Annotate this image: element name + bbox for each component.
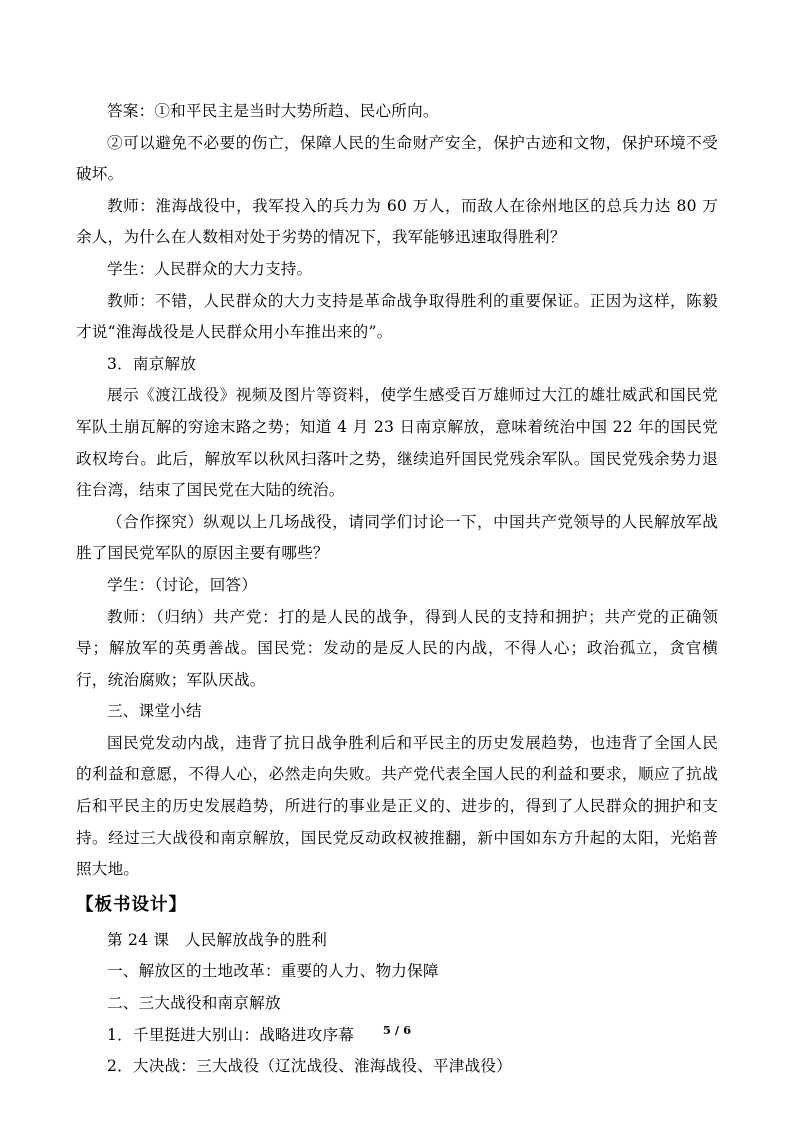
student-discussion-paragraph: 学生：（讨论，回答） [107,575,258,594]
board-line-2: 二、三大战役和南京解放 [107,994,281,1013]
board-line-1: 一、解放区的土地改革：重要的人力、物力保障 [107,962,439,981]
teacher-comment-paragraph: 教师：不错，人民群众的大力支持是革命战争取得胜利的重要保证。正因为这样，陈毅才说“淮海战役是人民群众用小车推出来的”。 [76,291,718,342]
board-line-4: 2．大决战：三大战役（辽沈战役、淮海战役、平津战役） [107,1057,512,1076]
document-body [76,96,718,1083]
answer-paragraph-2: ②可以避免不必要的伤亡，保障人民的生命财产安全，保护古迹和文物，保护环境不受破坏。 [76,133,718,184]
teacher-summary-paragraph: 教师：（归纳）共产党：打的是人民的战争，得到人民的支持和拥护；共产党的正确领导；解放军的英勇善战。国民党：发动的是反人民的内战，不得人心；政治孤立，贪官横行，统治腐败；军队厌战。 [76,607,718,689]
subsection-title-nanjing: 3．南京解放 [107,354,197,373]
cooperative-inquiry-paragraph: （合作探究）纵观以上几场战役，请同学们讨论一下，中国共产党领导的人民解放军战胜了国民党军队的原因主要有哪些？ [76,512,718,563]
section-title-summary: 三、课堂小结 [107,702,202,721]
board-design-heading: 【板书设计】 [76,894,187,915]
board-line-3: 1．千里挺进大别山：战略进攻序幕 [107,1025,355,1044]
class-summary-paragraph: 国民党发动内战，违背了抗日战争胜利后和平民主的历史发展趋势，也违背了全国人民的利益和意愿，不得人心，必然走向失败。共产党代表全国人民的利益和要求，顺应了抗战后和平民主的历史发展趋势，所进行的事业是正义的、进步的，得到了人民群众的拥护和支持。经过三大战役和南京解放，国民党反动政权被推翻，新中国如东方升起的太阳，光焰普照大地。 [76,733,718,879]
page-number: 5 / 6 [382,1023,412,1037]
teacher-question-paragraph: 教师：淮海战役中，我军投入的兵力为 60 万人，而敌人在徐州地区的总兵力达 80 万余人，为什么在人数相对处于劣势的情况下，我军能够迅速取得胜利？ [76,196,718,247]
nanjing-paragraph: 展示《渡江战役》视频及图片等资料，使学生感受百万雄师过大江的雄壮威武和国民党军队土崩瓦解的穷途末路之势；知道 4 月 23 日南京解放，意味着统治中国 22 年的国民党政权垮台。此后，解放军以秋风扫落叶之势，继续追歼国民党残余军队。国民党残余势力退往台湾，结束了国民党在大陆的统治。 [76,386,718,500]
student-answer-paragraph: 学生：人民群众的大力支持。 [107,259,313,278]
answer-paragraph: 答案：①和平民主是当时大势所趋、民心所向。 [107,102,439,120]
lesson-title-line: 第 24 课 人民解放战争的胜利 [107,930,328,949]
